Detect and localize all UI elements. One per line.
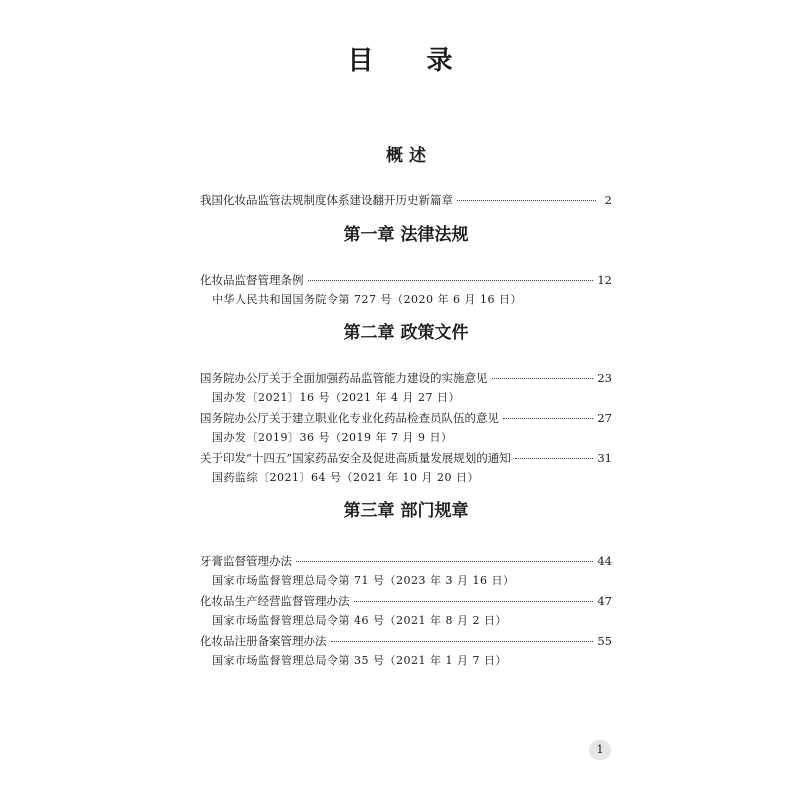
- entry-page-number: 47: [597, 594, 612, 608]
- page-number-badge: 1: [589, 740, 611, 760]
- entry-title: 化妆品生产经营监督管理办法: [200, 594, 350, 608]
- toc-entry[interactable]: [200, 631, 612, 651]
- section-heading: 第三章 部门规章: [343, 501, 469, 521]
- section-heading: 第二章 政策文件: [343, 323, 469, 343]
- section-heading: 第一章 法律法规: [343, 225, 469, 245]
- dot-leader: [331, 640, 594, 642]
- dot-leader: [354, 600, 594, 602]
- entry-title: 化妆品注册备案管理办法: [200, 634, 327, 648]
- entry-title: 我国化妆品监管法规制度体系建设翻开历史新篇章: [200, 193, 453, 207]
- toc-section-chapter-3: [200, 498, 612, 671]
- entry-title: 关于印发“十四五”国家药品安全及促进高质量发展规划的通知: [200, 451, 511, 465]
- entry-page-number: 55: [597, 634, 612, 648]
- page-title: 目 录: [347, 46, 475, 76]
- toc-entry[interactable]: [200, 270, 612, 290]
- toc-entry[interactable]: [200, 408, 612, 428]
- dot-leader: [296, 560, 593, 562]
- section-heading: 概 述: [386, 146, 426, 166]
- toc-section-chapter-2: [200, 320, 612, 488]
- entry-document-number: 国办发〔2021〕16 号（2021 年 4 月 27 日）: [212, 391, 460, 404]
- toc-entry[interactable]: [200, 368, 612, 388]
- dot-leader: [308, 279, 594, 281]
- entry-title: 国务院办公厅关于建立职业化专业化药品检查员队伍的意见: [200, 411, 499, 425]
- entry-page-number: 2: [604, 193, 612, 207]
- dot-leader: [492, 377, 594, 379]
- entry-page-number: 31: [597, 451, 612, 465]
- entry-document-number: 国家市场监督管理总局令第 71 号（2023 年 3 月 16 日）: [212, 574, 515, 587]
- toc-entry[interactable]: [200, 591, 612, 611]
- entry-page-number: 23: [597, 371, 612, 385]
- entry-document-number: 中华人民共和国国务院令第 727 号（2020 年 6 月 16 日）: [212, 293, 522, 306]
- entry-document-number: 国家市场监督管理总局令第 35 号（2021 年 1 月 7 日）: [212, 654, 507, 667]
- entry-title: 国务院办公厅关于全面加强药品监管能力建设的实施意见: [200, 371, 488, 385]
- entry-page-number: 12: [597, 273, 612, 287]
- entry-document-number: 国办发〔2019〕36 号（2019 年 7 月 9 日）: [212, 431, 453, 444]
- entry-page-number: 27: [597, 411, 612, 425]
- toc-entry[interactable]: [200, 190, 612, 210]
- toc-entry[interactable]: [200, 551, 612, 571]
- dot-leader: [457, 199, 596, 201]
- entry-title: 化妆品监督管理条例: [200, 273, 304, 287]
- entry-page-number: 44: [597, 554, 612, 568]
- toc-section-chapter-1: [200, 222, 612, 310]
- entry-document-number: 国药监综〔2021〕64 号（2021 年 10 月 20 日）: [212, 471, 479, 484]
- toc-entry[interactable]: [200, 448, 612, 468]
- dot-leader: [515, 457, 594, 459]
- dot-leader: [503, 417, 593, 419]
- entry-document-number: 国家市场监督管理总局令第 46 号（2021 年 8 月 2 日）: [212, 614, 507, 627]
- entry-title: 牙膏监督管理办法: [200, 554, 292, 568]
- toc-section-overview: [200, 143, 612, 210]
